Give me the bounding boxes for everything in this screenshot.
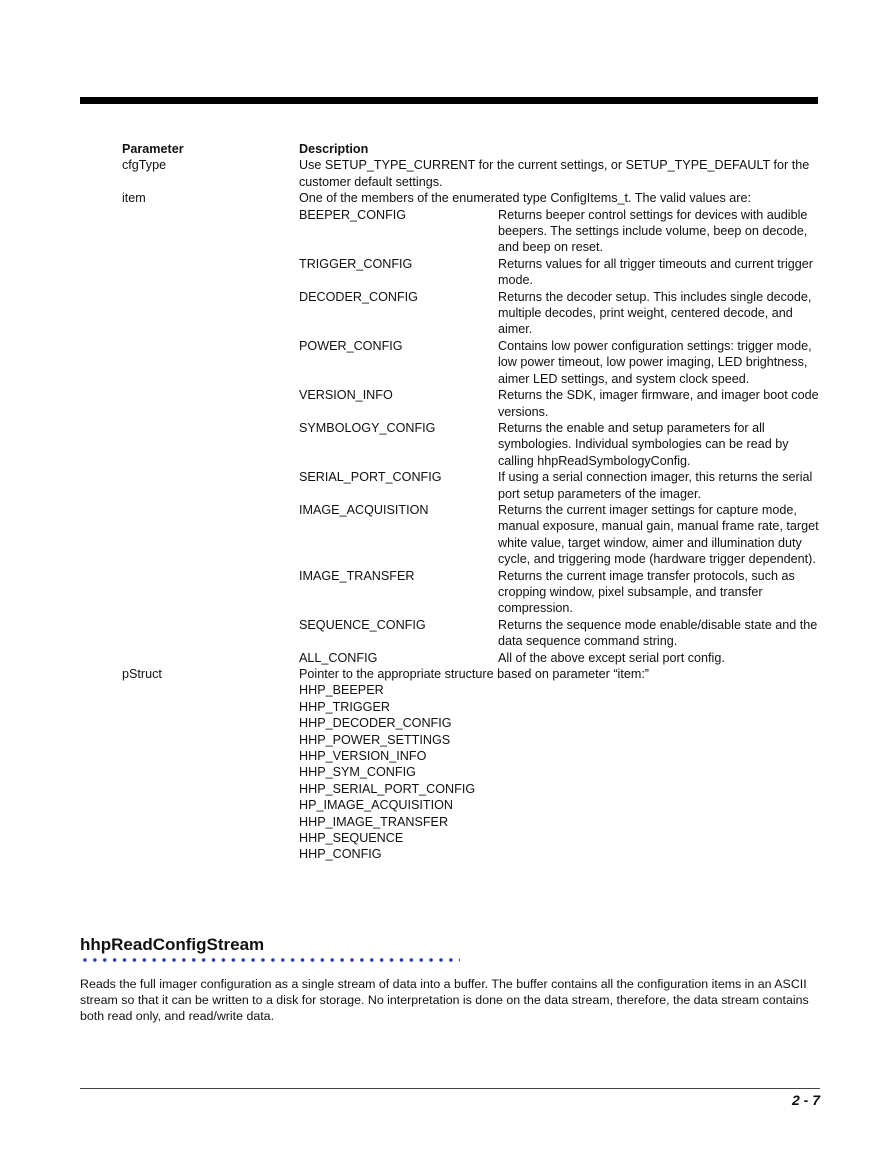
struct-name: HHP_TRIGGER <box>299 699 390 714</box>
param-name: cfgType <box>122 158 167 173</box>
item-value-name: ALL_CONFIG <box>299 650 378 665</box>
item-value-desc: Returns the SDK, imager firmware, and imager boot code versions. <box>498 388 819 419</box>
section-body: Reads the full imager configuration as a single stream of data into a buffer. The buffer contains all the configuration items in an ASCII stream so that it can be written to a disk for storage. No interpretation is done on the data stream, therefore, the data stream contains both read only, and read/write data. <box>80 977 809 1023</box>
item-value-name: BEEPER_CONFIG <box>299 207 407 222</box>
struct-name: HHP_BEEPER <box>299 683 384 698</box>
param-desc: One of the members of the enumerated type ConfigItems_t. The valid values are: <box>299 191 751 206</box>
item-value-desc: Returns the decoder setup. This includes single decode, multiple decodes, print weight, centered decode, and aimer. <box>498 289 812 337</box>
item-value-row <box>299 256 820 289</box>
item-value-desc: Returns beeper control settings for devices with audible beepers. The settings include volume, beep on decode, and beep on reset. <box>498 207 808 255</box>
param-desc-item <box>299 190 820 666</box>
item-value-desc: Returns the current image transfer protocols, such as cropping window, pixel subsample, and transfer compression. <box>498 568 795 616</box>
param-name: item <box>122 191 146 206</box>
param-desc-pstruct <box>299 666 820 863</box>
struct-name: HHP_IMAGE_TRANSFER <box>299 814 449 829</box>
table-header <box>80 141 820 157</box>
param-desc: Use SETUP_TYPE_CURRENT for the current settings, or SETUP_TYPE_DEFAULT for the customer default settings. <box>299 158 810 189</box>
item-value-row <box>299 420 820 469</box>
item-value-desc: Contains low power configuration settings: trigger mode, low power timeout, low power imaging, LED brightness, aimer LED settings, and system clock speed. <box>498 338 812 386</box>
header-description: Description <box>299 142 369 156</box>
item-value-row <box>299 207 820 256</box>
param-row-pstruct <box>80 666 820 863</box>
struct-name: HHP_POWER_SETTINGS <box>299 732 451 747</box>
item-value-name: IMAGE_TRANSFER <box>299 568 415 583</box>
item-value-name: SEQUENCE_CONFIG <box>299 617 426 632</box>
item-values-list <box>299 207 820 666</box>
struct-name: HHP_VERSION_INFO <box>299 749 427 764</box>
struct-name: HHP_SYM_CONFIG <box>299 765 416 780</box>
param-row-cfgtype <box>80 157 820 190</box>
parameter-table <box>80 141 820 863</box>
dotted-divider <box>80 956 460 964</box>
item-value-name: SERIAL_PORT_CONFIG <box>299 470 442 485</box>
item-value-row <box>299 502 820 568</box>
item-value-row <box>299 650 820 666</box>
struct-name: HHP_SEQUENCE <box>299 831 404 846</box>
param-row-item <box>80 190 820 666</box>
item-value-row <box>299 617 820 650</box>
struct-name: HP_IMAGE_ACQUISITION <box>299 798 453 813</box>
item-value-desc: Returns values for all trigger timeouts and current trigger mode. <box>498 256 813 288</box>
item-value-name: TRIGGER_CONFIG <box>299 256 413 271</box>
item-value-desc: If using a serial connection imager, this returns the serial port setup parameters of the imager. <box>498 470 813 501</box>
item-value-name: IMAGE_ACQUISITION <box>299 502 429 517</box>
param-desc: Pointer to the appropriate structure based on parameter “item:” <box>299 667 650 681</box>
struct-name: HHP_DECODER_CONFIG <box>299 716 452 731</box>
item-value-name: SYMBOLOGY_CONFIG <box>299 420 436 435</box>
struct-name: HHP_CONFIG <box>299 847 382 862</box>
item-value-row <box>299 338 820 387</box>
struct-name: HHP_SERIAL_PORT_CONFIG <box>299 781 476 796</box>
item-value-name: VERSION_INFO <box>299 388 393 403</box>
bottom-rule <box>80 1088 820 1089</box>
item-value-desc: Returns the enable and setup parameters for all symbologies. Individual symbologies can be read by calling hhpReadSymbologyConfig. <box>498 420 789 468</box>
item-value-row <box>299 289 820 338</box>
item-value-desc: Returns the sequence mode enable/disable state and the data sequence command string. <box>498 617 818 649</box>
item-value-row <box>299 469 820 502</box>
item-value-name: DECODER_CONFIG <box>299 289 418 304</box>
struct-list <box>299 682 820 862</box>
item-value-row <box>299 387 820 420</box>
top-rule <box>80 97 818 104</box>
item-value-row <box>299 568 820 617</box>
page-number: 2 - 7 <box>791 1092 820 1108</box>
item-value-desc: Returns the current imager settings for capture mode, manual exposure, manual gain, manual frame rate, target white value, target window, aimer and illumination duty cycle, and triggering mode (hardware trigger dependent). <box>498 502 819 567</box>
header-parameter: Parameter <box>122 142 184 156</box>
item-value-desc: All of the above except serial port config. <box>498 650 725 665</box>
section-title: hhpReadConfigStream <box>80 935 265 954</box>
item-value-name: POWER_CONFIG <box>299 338 403 353</box>
param-name: pStruct <box>122 667 162 681</box>
